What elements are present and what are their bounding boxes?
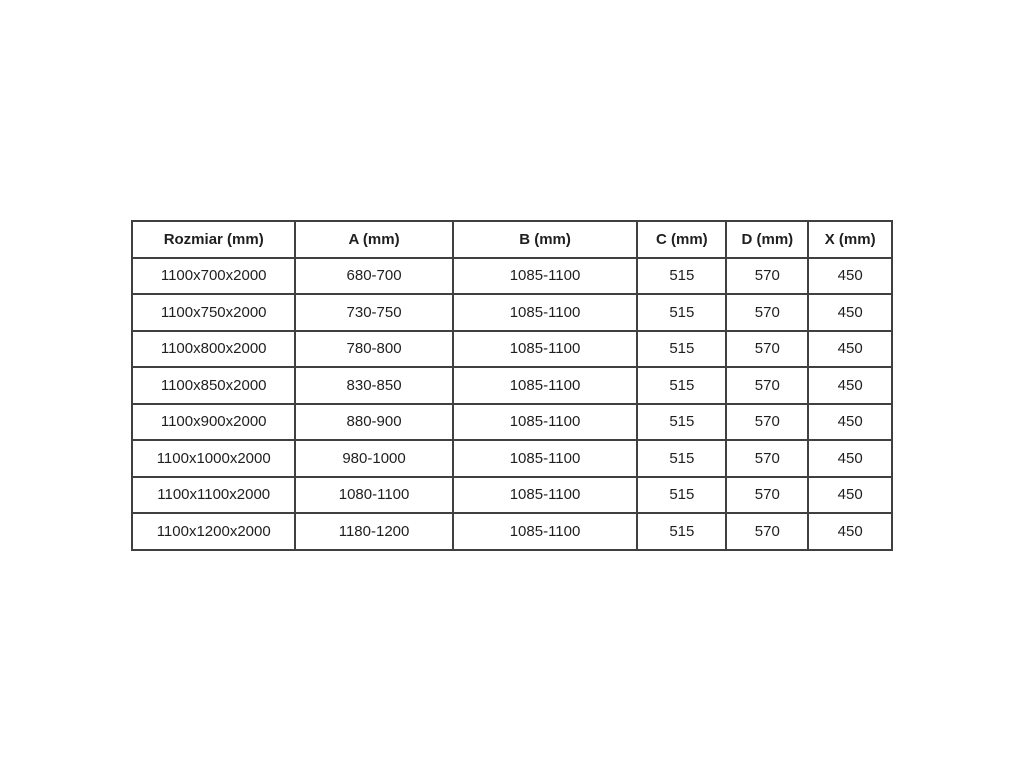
table-cell: 1085-1100 xyxy=(453,367,638,404)
table-cell: 570 xyxy=(726,367,808,404)
table-cell: 450 xyxy=(808,294,892,331)
table-cell: 570 xyxy=(726,477,808,514)
table-cell: 1085-1100 xyxy=(453,513,638,550)
table-row xyxy=(132,477,892,514)
table-cell: 570 xyxy=(726,440,808,477)
table-cell: 1100x1000x2000 xyxy=(132,440,295,477)
table-cell: 830-850 xyxy=(295,367,452,404)
table-cell: 1085-1100 xyxy=(453,440,638,477)
table-row xyxy=(132,513,892,550)
table-cell: 515 xyxy=(637,294,726,331)
table-cell: 450 xyxy=(808,367,892,404)
table-row xyxy=(132,258,892,295)
table-cell: 1100x750x2000 xyxy=(132,294,295,331)
table-cell: 450 xyxy=(808,513,892,550)
table-cell: 980-1000 xyxy=(295,440,452,477)
header-cell-c: C (mm) xyxy=(637,221,726,258)
table-cell: 1085-1100 xyxy=(453,477,638,514)
header-cell-rozmiar: Rozmiar (mm) xyxy=(132,221,295,258)
table-cell: 515 xyxy=(637,404,726,441)
table-row xyxy=(132,440,892,477)
table-cell: 1100x1200x2000 xyxy=(132,513,295,550)
dimensions-table xyxy=(131,220,893,551)
header-cell-d: D (mm) xyxy=(726,221,808,258)
table-cell: 570 xyxy=(726,331,808,368)
table-cell: 450 xyxy=(808,440,892,477)
table-cell: 1100x900x2000 xyxy=(132,404,295,441)
table-cell: 450 xyxy=(808,477,892,514)
table-cell: 1100x700x2000 xyxy=(132,258,295,295)
table-cell: 1180-1200 xyxy=(295,513,452,550)
table-cell: 515 xyxy=(637,331,726,368)
table-cell: 515 xyxy=(637,440,726,477)
table-row xyxy=(132,404,892,441)
header-cell-b: B (mm) xyxy=(453,221,638,258)
table-cell: 730-750 xyxy=(295,294,452,331)
table-row xyxy=(132,331,892,368)
table-cell: 515 xyxy=(637,258,726,295)
header-cell-a: A (mm) xyxy=(295,221,452,258)
table-cell: 1085-1100 xyxy=(453,331,638,368)
table-cell: 1085-1100 xyxy=(453,294,638,331)
table-row xyxy=(132,294,892,331)
table-cell: 680-700 xyxy=(295,258,452,295)
table-cell: 570 xyxy=(726,258,808,295)
table-cell: 1085-1100 xyxy=(453,258,638,295)
table-body xyxy=(132,258,892,550)
table-cell: 1100x850x2000 xyxy=(132,367,295,404)
table-cell: 1100x1100x2000 xyxy=(132,477,295,514)
table-cell: 570 xyxy=(726,513,808,550)
table-cell: 450 xyxy=(808,331,892,368)
table-cell: 1085-1100 xyxy=(453,404,638,441)
table-cell: 450 xyxy=(808,258,892,295)
table-cell: 515 xyxy=(637,513,726,550)
table-cell: 515 xyxy=(637,477,726,514)
header-cell-x: X (mm) xyxy=(808,221,892,258)
header-row xyxy=(132,221,892,258)
table-cell: 570 xyxy=(726,404,808,441)
table-cell: 570 xyxy=(726,294,808,331)
table-cell: 515 xyxy=(637,367,726,404)
table-cell: 880-900 xyxy=(295,404,452,441)
table-cell: 780-800 xyxy=(295,331,452,368)
table-cell: 450 xyxy=(808,404,892,441)
table-cell: 1080-1100 xyxy=(295,477,452,514)
table-row xyxy=(132,367,892,404)
table-cell: 1100x800x2000 xyxy=(132,331,295,368)
